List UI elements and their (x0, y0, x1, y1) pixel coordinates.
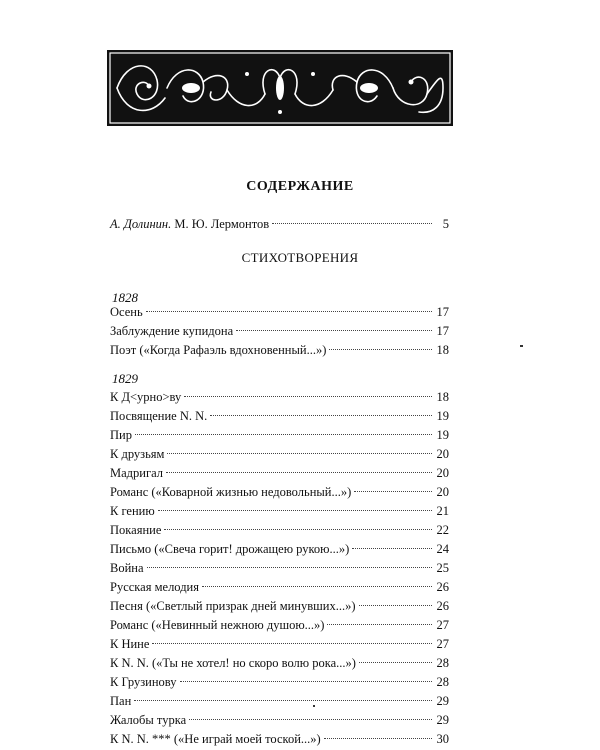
toc-entry (110, 559, 449, 578)
toc-entry (110, 322, 449, 341)
page-number: 19 (436, 428, 449, 442)
toc-entry (110, 597, 449, 616)
toc-entry (110, 341, 449, 360)
page-number: 5 (442, 217, 449, 231)
toc-entry (110, 635, 449, 654)
toc-entry (110, 616, 449, 635)
toc-entry (110, 711, 449, 730)
entry-title: Покаяние (110, 523, 162, 537)
page-number: 17 (436, 324, 449, 338)
page-number: 29 (436, 694, 449, 708)
dot-leader (134, 700, 432, 701)
page-number: 21 (436, 504, 449, 518)
entry-title: Романс («Коварной жизнью недовольный...») (110, 485, 352, 499)
page-number: 22 (436, 523, 449, 537)
page-number: 28 (436, 656, 449, 670)
page-number: 17 (436, 305, 449, 319)
section-heading: СТИХОТВОРЕНИЯ (241, 250, 359, 265)
toc-entry (110, 407, 449, 426)
dot-leader (180, 681, 432, 682)
dot-leader (327, 624, 432, 625)
dot-leader (210, 415, 432, 416)
dot-leader (324, 738, 432, 739)
dot-leader (202, 586, 432, 587)
dot-leader (135, 434, 432, 435)
toc-entry (110, 540, 449, 559)
toc-entry (110, 464, 449, 483)
dot-leader (359, 605, 433, 606)
entry-list (110, 303, 449, 360)
entry-title: Поэт («Когда Рафаэль вдохновенный...») (110, 343, 327, 357)
page-number: 26 (436, 580, 449, 594)
toc-entry (110, 521, 449, 540)
page-number: 19 (436, 409, 449, 423)
entry-title: Осень (110, 305, 143, 319)
toc-entry (110, 483, 449, 502)
toc-entry (110, 445, 449, 464)
toc-title: СОДЕРЖАНИЕ (246, 179, 354, 194)
toc-entry (110, 673, 449, 692)
toc-entry (110, 215, 449, 234)
page-number: 18 (436, 390, 449, 404)
dot-leader (354, 491, 432, 492)
toc-entry (110, 303, 449, 322)
dot-leader (236, 330, 432, 331)
page-number: 29 (436, 713, 449, 727)
dot-leader (166, 472, 432, 473)
entry-title: К N. N. *** («Не играй моей тоской...») (110, 732, 321, 746)
page-number: 26 (436, 599, 449, 613)
entry-list (110, 388, 449, 749)
entry-title: Пир (110, 428, 132, 442)
entry-title (110, 215, 269, 234)
intro-entry (110, 215, 449, 234)
dot-leader (147, 567, 432, 568)
dot-leader (152, 643, 432, 644)
page-number: 20 (436, 485, 449, 499)
entry-title: Песня («Светлый призрак дней минувших...») (110, 599, 356, 613)
entry-title: Заблуждение купидона (110, 324, 234, 338)
page-number: 25 (436, 561, 449, 575)
scan-speck (520, 345, 523, 347)
page-number: 30 (436, 732, 449, 746)
entry-title: К N. N. («Ты не хотел! но скоро волю рока...») (110, 656, 356, 670)
entry-title: Посвящение N. N. (110, 409, 208, 423)
page-number: 27 (436, 637, 449, 651)
page-number: 18 (436, 343, 449, 357)
toc-entry (110, 692, 449, 711)
header-ornament (107, 50, 453, 126)
entry-title: Война (110, 561, 144, 575)
dot-leader (146, 311, 432, 312)
entry-title: Письмо («Свеча горит! дрожащею рукою...») (110, 542, 350, 556)
entry-title: К Д<урно>ву (110, 390, 182, 404)
dot-leader (189, 719, 432, 720)
toc-entry (110, 730, 449, 749)
floral-ornament-icon (107, 50, 453, 126)
toc-entry (110, 388, 449, 407)
page-number: 27 (436, 618, 449, 632)
toc-entry (110, 578, 449, 597)
entry-author: А. Долинин. (110, 217, 172, 231)
dot-leader (329, 349, 432, 350)
entry-title: Жалобы турка (110, 713, 187, 727)
page-number: 20 (436, 447, 449, 461)
year-heading: 1829 (112, 371, 138, 386)
entry-title: Русская мелодия (110, 580, 199, 594)
toc-entry (110, 502, 449, 521)
dot-leader (164, 529, 432, 530)
page-number: 20 (436, 466, 449, 480)
dot-leader (272, 223, 432, 224)
toc-entry (110, 654, 449, 673)
page-number: 24 (436, 542, 449, 556)
dot-leader (167, 453, 432, 454)
entry-title: К друзьям (110, 447, 165, 461)
entry-title: К Грузинову (110, 675, 177, 689)
entry-title: Романс («Невинный нежною душою...») (110, 618, 325, 632)
entry-title: К Нине (110, 637, 150, 651)
entry-title: К гению (110, 504, 155, 518)
page-number: 28 (436, 675, 449, 689)
dot-leader (184, 396, 432, 397)
scan-speck (313, 705, 315, 707)
toc-entry (110, 426, 449, 445)
dot-leader (158, 510, 432, 511)
dot-leader (359, 662, 432, 663)
year-heading: 1828 (112, 290, 138, 305)
entry-title: Пан (110, 694, 132, 708)
entry-title: Мадригал (110, 466, 163, 480)
entry-title-text: М. Ю. Лермонтов (174, 217, 270, 231)
dot-leader (352, 548, 432, 549)
